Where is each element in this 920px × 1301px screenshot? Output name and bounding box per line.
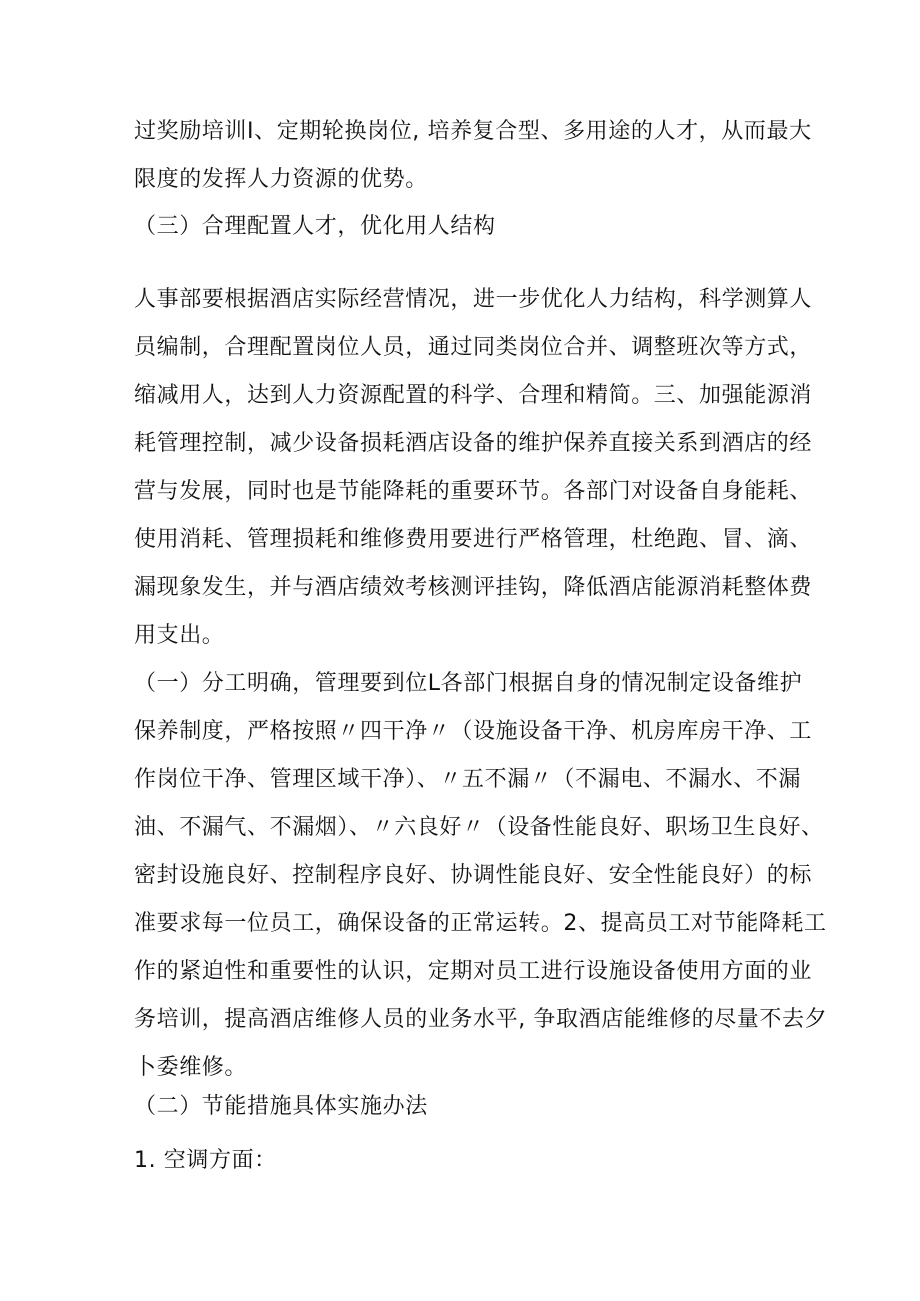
para3-line-9: 卜委维修。 (134, 1055, 248, 1080)
para2-line-8: 用支出。 (134, 623, 225, 648)
para2-line-1: 人事部要根据酒店实际经营情况，进一步优化人力结构，科学测算人 (134, 287, 813, 312)
para3-line-3: 作岗位干净、管理区域干净）、〃五不漏〃（不漏电、不漏水、不漏 (134, 767, 802, 792)
para3-line-8: 务培训，提高酒店维修人员的业务水平, 争取酒店能维修的尽量不去夕 (134, 1007, 828, 1032)
para3-line-2: 保养制度，严格按照〃四干净〃（设施设备干净、机房库房干净、工 (134, 719, 813, 744)
para2-line-2: 员编制，合理配置岗位人员，通过同类岗位合并、调整班次等方式， (134, 335, 813, 360)
section-heading-san: （三）合理配置人才，优化用人结构 (134, 214, 496, 239)
para2-line-4: 耗管理控制，减少设备损耗酒店设备的维护保养直接关系到酒店的经 (134, 431, 813, 456)
para3-line-5: 密封设施良好、控制程序良好、协调性能良好、安全性能良好）的标 (134, 863, 813, 888)
section-heading-er: （二）节能措施具体实施办法 (134, 1094, 428, 1119)
para3-line-6: 准要求每一位员工，确保设备的正常运转。2、提高员工对节能降耗工 (134, 911, 827, 936)
para3-line-1: （一）分工明确，管理要到位L各部门根据自身的情况制定设备维护 (134, 671, 803, 696)
para1-line-2: 限度的发挥人力资源的优势。 (134, 167, 428, 192)
para1-line-1: 过奖励培训I、定期轮换岗位, 培养复合型、多用途的人才，从而最大 (134, 119, 812, 144)
para2-line-5: 营与发展，同时也是节能降耗的重要环节。各部门对设备自身能耗、 (134, 479, 813, 504)
para3-line-7: 作的紧迫性和重要性的认识，定期对员工进行设施设备使用方面的业 (134, 959, 813, 984)
para3-line-4: 油、不漏气、不漏烟）、〃六良好〃（设备性能良好、职场卫生良好、 (134, 815, 824, 840)
para2-line-7: 漏现象发生，并与酒店绩效考核测评挂钩，降低酒店能源消耗整体费 (134, 575, 813, 600)
para2-line-3: 缩减用人，达到人力资源配置的科学、合理和精简。三、加强能源消 (134, 383, 813, 408)
list-item-1: 1. 空调方面： (134, 1148, 277, 1173)
para2-line-6: 使用消耗、管理损耗和维修费用要进行严格管理，杜绝跑、冒、滴、 (134, 527, 813, 552)
